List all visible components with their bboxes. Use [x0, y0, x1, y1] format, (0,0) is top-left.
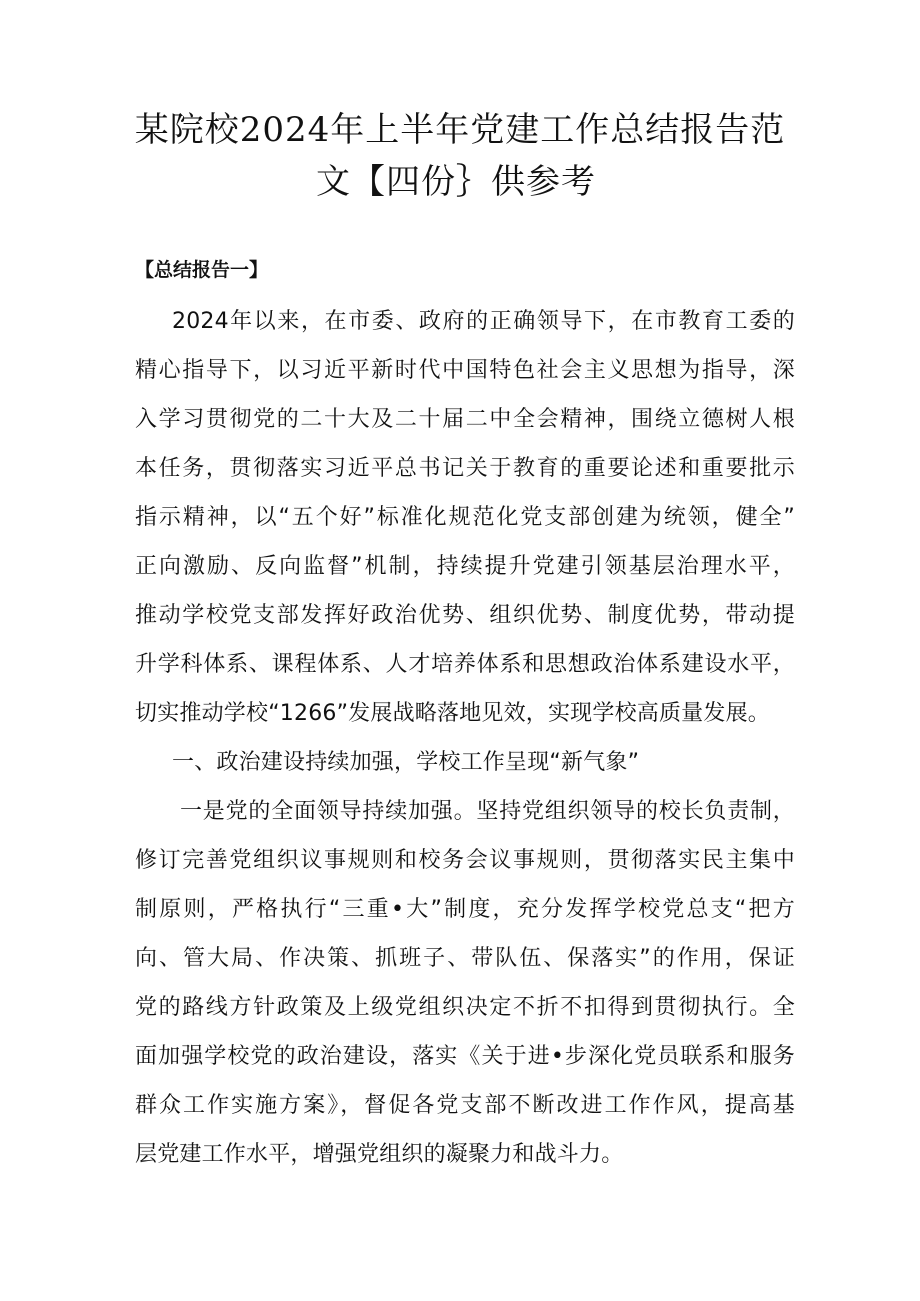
paragraph-line: 制原则，严格执行“三重•大”制度，充分发挥学校党总支“把方	[135, 897, 795, 922]
paragraph-line: 精心指导下，以习近平新时代中国特色社会主义思想为指导，深	[135, 358, 795, 383]
paragraph-line: 升学科体系、课程体系、人才培养体系和思想政治体系建设水平，	[135, 652, 795, 677]
paragraph-line: 2024年以来，在市委、政府的正确领导下，在市教育工委的	[172, 309, 795, 334]
paragraph-line: 修订完善党组织议事规则和校务会议事规则，贯彻落实民主集中	[135, 848, 795, 873]
paragraph-line: 推动学校党支部发挥好政治优势、组织优势、制度优势，带动提	[135, 603, 795, 628]
paragraph-line: 向、管大局、作决策、抓班子、带队伍、保落实”的作用，保证	[135, 946, 795, 971]
paragraph-line: 层党建工作水平，增强党组织的凝聚力和战斗力。	[135, 1142, 624, 1167]
paragraph-line: 正向激励、反向监督”机制，持续提升党建引领基层治理水平，	[135, 554, 795, 579]
section-heading-1: 一、政治建设持续加强，学校工作呈现“新气象”	[172, 750, 640, 775]
paragraph-line: 党的路线方针政策及上级党组织决定不折不扣得到贯彻执行。全	[135, 995, 795, 1020]
paragraph-line: 面加强学校党的政治建设，落实《关于进•步深化党员联系和服务	[135, 1044, 795, 1069]
paragraph-line: 一是党的全面领导持续加强。坚持党组织领导的校长负责制，	[180, 799, 795, 824]
paragraph-line: 指示精神，以“五个好”标准化规范化党支部创建为统领，健全”	[135, 505, 795, 530]
paragraph-line: 入学习贯彻党的二十大及二十届二中全会精神，围绕立德树人根	[135, 407, 795, 432]
document-title-line-1: 某院校2024年上半年党建工作总结报告范	[134, 110, 786, 150]
paragraph-line: 本任务，贯彻落实习近平总书记关于教育的重要论述和重要批示	[135, 456, 795, 481]
paragraph-line: 切实推动学校“1266”发展战略落地见效，实现学校高质量发展。	[135, 701, 770, 726]
section-label: 【总结报告一】	[135, 259, 269, 281]
paragraph-line: 群众工作实施方案》，督促各党支部不断改进工作作风，提高基	[135, 1093, 795, 1118]
document-title-line-2: 文【四份｝供参考	[316, 162, 596, 202]
